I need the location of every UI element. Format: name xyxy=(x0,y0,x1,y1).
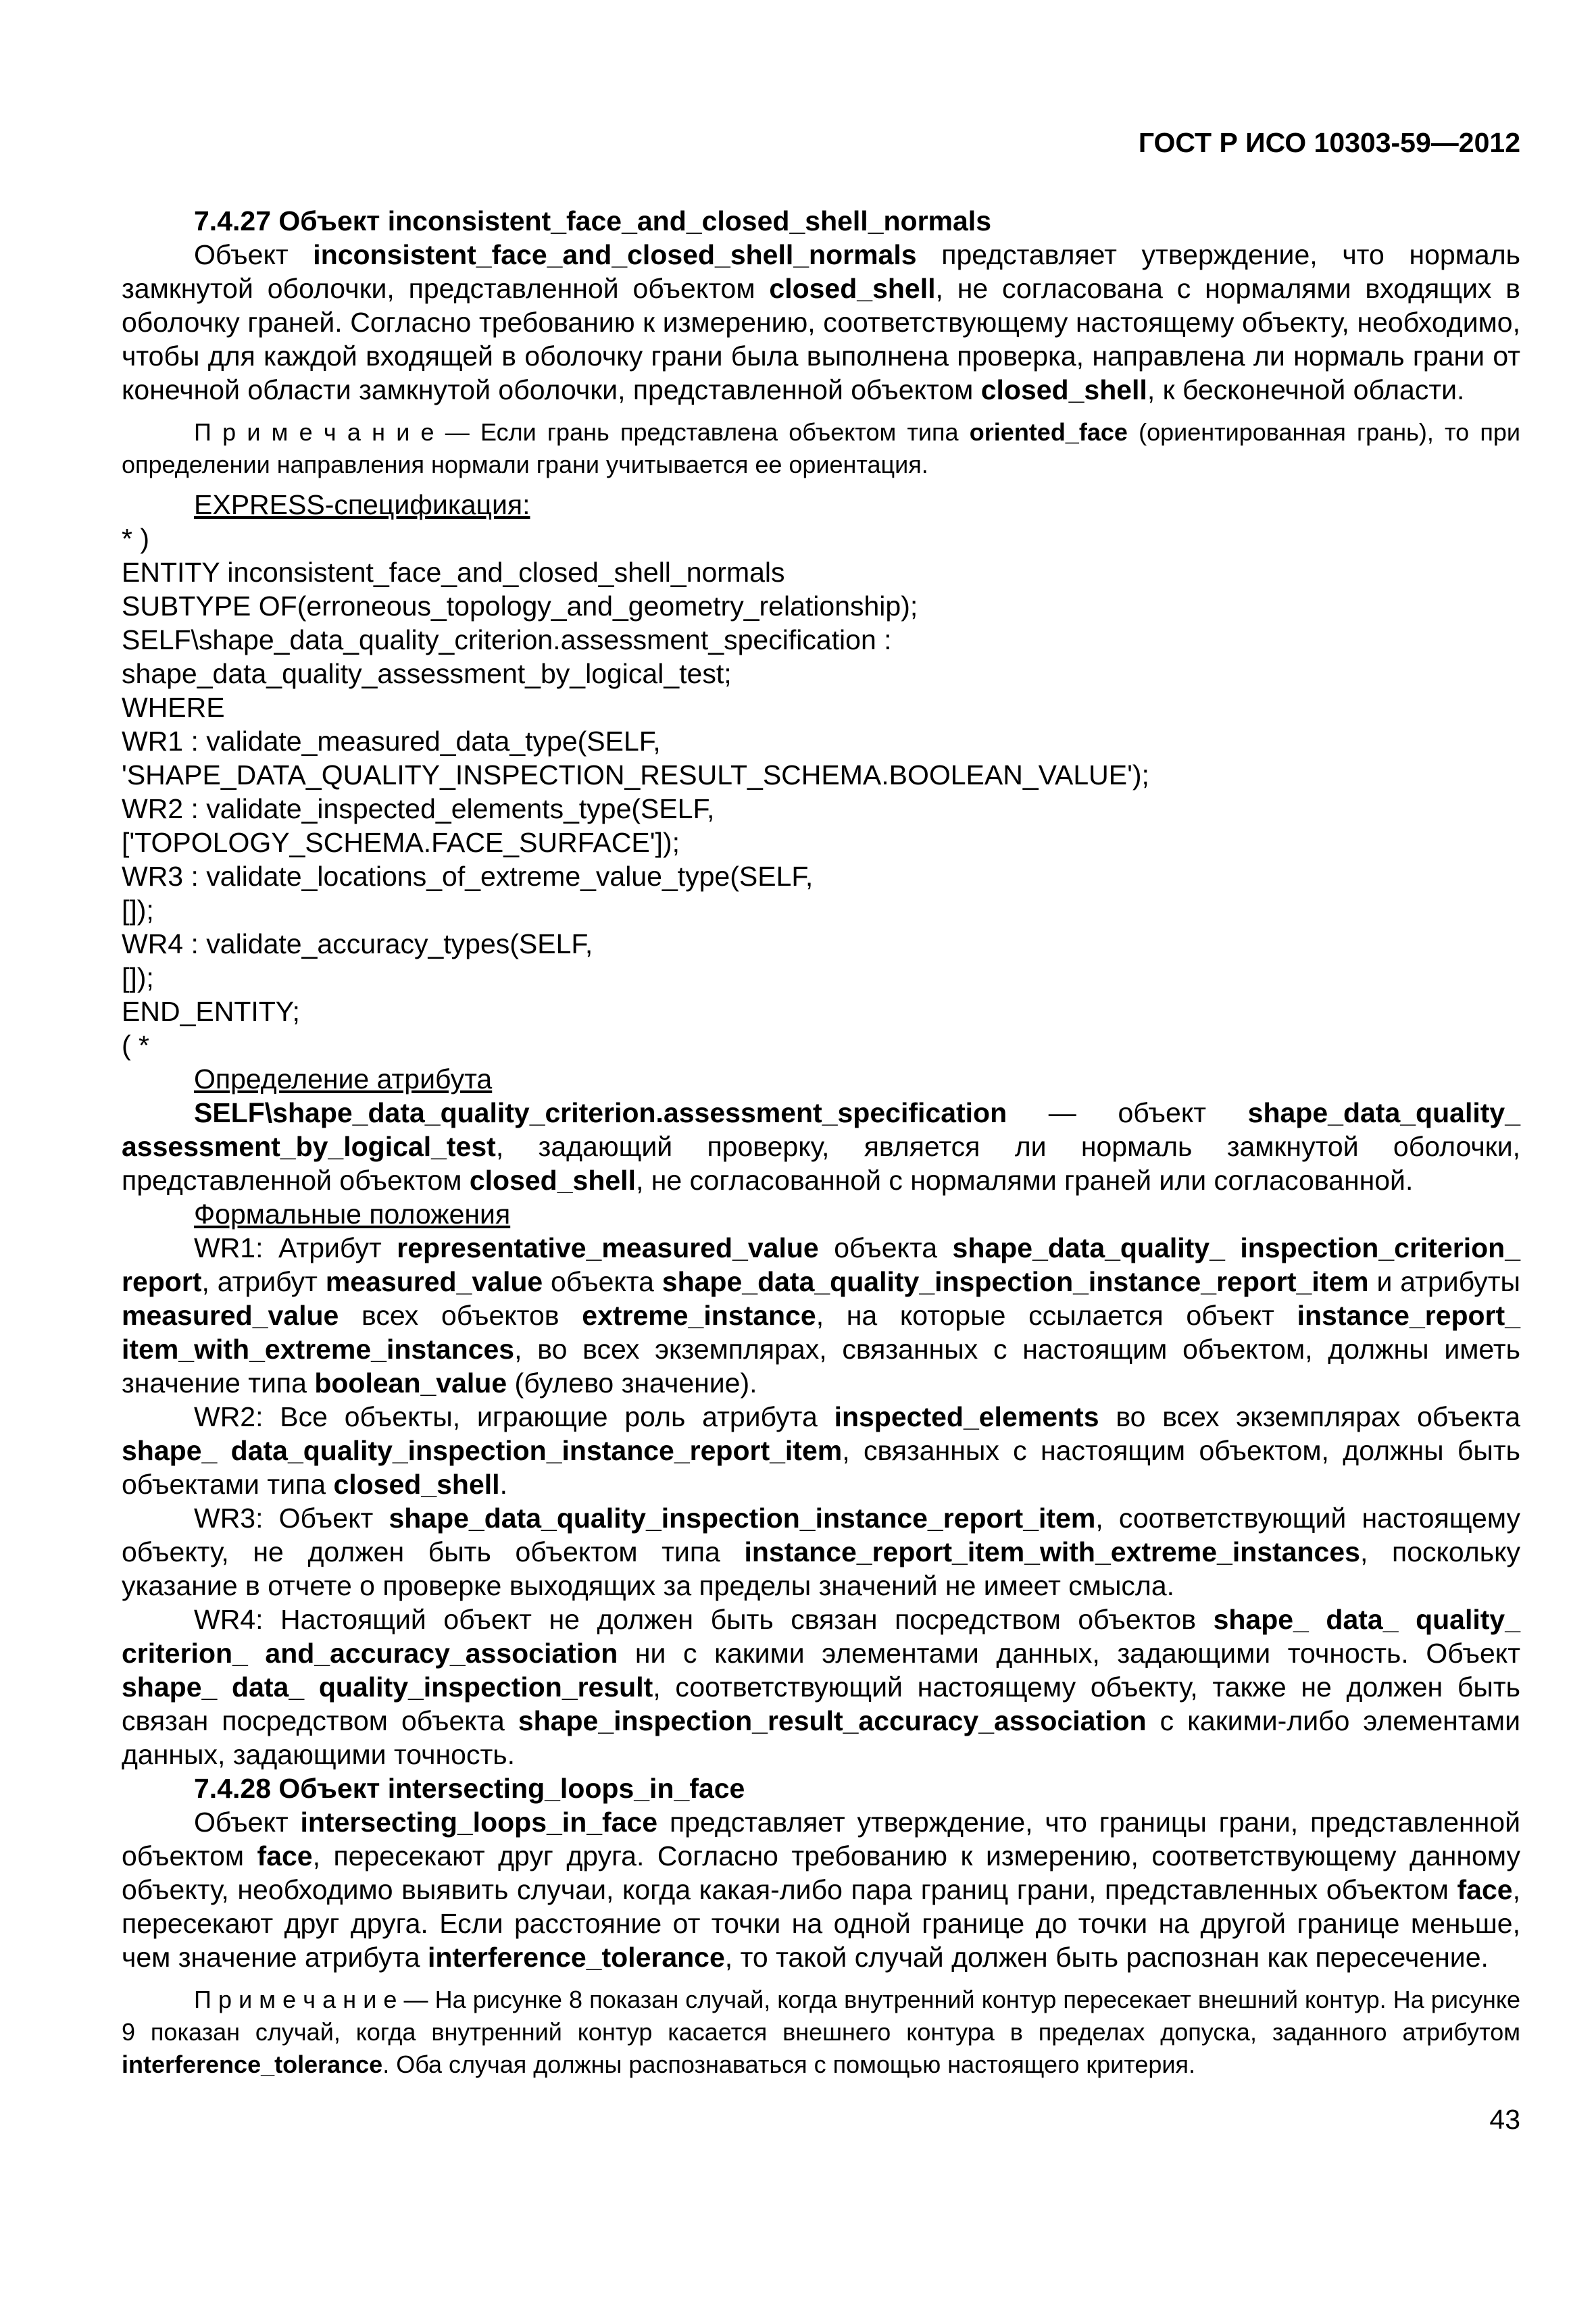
formal-provision-wr1: WR1: Атрибут representative_measured_value объекта shape_data_quality_ inspection_criterion_ report, атрибут measured_value объекта shape_data_quality_inspection_instance_report_item и атрибуты measured_value всех объектов extreme_instance, на которые ссылается объект instance_report_ item_with_extreme_instances, во всех экземплярах, связанных с настоящим объектом, должны иметь значение типа boolean_value (булево значение). xyxy=(122,1232,1521,1399)
express-code-line: ENTITY inconsistent_face_and_closed_shell_normals xyxy=(122,557,785,588)
express-code-line: ( * xyxy=(122,1030,149,1061)
express-spec-heading: EXPRESS-спецификация: xyxy=(194,489,530,520)
express-code-line: 'SHAPE_DATA_QUALITY_INSPECTION_RESULT_SCHEMA.BOOLEAN_VALUE'); xyxy=(122,759,1149,790)
page-header-standard-ref: ГОСТ Р ИСО 10303-59—2012 xyxy=(1138,127,1520,158)
section-7-4-27-intro-paragraph: Объект inconsistent_face_and_closed_shell_normals представляет утверждение, что нормаль замкнутой оболочки, представленной объектом closed_shell, не согласована с нормалями входящих в оболочку граней. Согласно требованию к измерению, соответствующему настоящему объекту, необходимо, чтобы для каждой входящей в оболочку грани была выполнена проверка, направлена ли нормаль грани от конечной области замкнутой оболочки, представленной объектом closed_shell, к бесконечной области. xyxy=(122,239,1520,405)
formal-provision-wr4: WR4: Настоящий объект не должен быть связан посредством объектов shape_ data_ quality_ criterion_ and_accuracy_association ни с какими элементами данных, задающими точность. Объект shape_ data_ quality_inspection_result, соответствующий настоящему объекту, также не должен быть связан посредством объекта shape_inspection_result_accuracy_association с какими-либо элементами данных, задающими точность. xyxy=(122,1604,1520,1770)
express-code-line: WHERE xyxy=(122,692,225,723)
attribute-definition-heading: Определение атрибута xyxy=(194,1063,493,1095)
express-code-line: WR1 : validate_measured_data_type(SELF, xyxy=(122,726,661,757)
section-heading-7-4-28: 7.4.28 Объект intersecting_loops_in_face xyxy=(194,1773,745,1804)
formal-provision-wr3: WR3: Объект shape_data_quality_inspection_instance_report_item, соответствующий настоящему объекту, не должен быть объектом типа instance_report_item_with_extreme_instances, поскольку указание в отчете о проверке выходящих за пределы значений не имеет смысла. xyxy=(122,1503,1520,1601)
express-code-line: WR3 : validate_locations_of_extreme_value_type(SELF, xyxy=(122,861,814,892)
formal-provision-wr2: WR2: Все объекты, играющие роль атрибута inspected_elements во всех экземплярах объекта shape_ data_quality_inspection_instance_report_item, связанных с настоящим объектом, должны быть объектами типа closed_shell. xyxy=(122,1401,1521,1500)
express-code-line: shape_data_quality_assessment_by_logical_test; xyxy=(122,658,732,689)
express-code-line: SELF\shape_data_quality_criterion.assessment_specification : xyxy=(122,624,892,655)
formal-provisions-heading: Формальные положения xyxy=(194,1199,511,1230)
express-code-line: WR2 : validate_inspected_elements_type(SELF, xyxy=(122,793,715,824)
section-7-4-28-intro-paragraph: Объект intersecting_loops_in_face представляет утверждение, что границы грани, представленной объектом face, пересекают друг друга. Согласно требованию к измерению, соответствующему данному объекту, необходимо выявить случаи, когда какая-либо пара границ грани, представленных объектом face, пересекают друг друга. Если расстояние от точки на одной границе до точки на другой границе меньше, чем значение атрибута interference_tolerance, то такой случай должен быть распознан как пересечение. xyxy=(122,1807,1521,1973)
attribute-definition-paragraph: SELF\shape_data_quality_criterion.assessment_specification — объект shape_data_quality_ assessment_by_logical_test, задающий проверку, является ли нормаль замкнутой оболочки, представленной объектом closed_shell, не согласованной с нормалями граней или согласованной. xyxy=(122,1097,1520,1196)
section-7-4-27-note: П р и м е ч а н и е — Если грань представлена объектом типа oriented_face (ориентированная грань), то при определении направления нормали грани учитывается ее ориентация. xyxy=(122,418,1521,478)
express-code-block xyxy=(122,522,1520,1062)
express-code-line: * ) xyxy=(122,523,149,554)
section-heading-7-4-27: 7.4.27 Объект inconsistent_face_and_closed_shell_normals xyxy=(194,205,991,236)
page-number: 43 xyxy=(1489,2104,1520,2135)
page-content xyxy=(122,204,1520,2088)
express-code-line: ['TOPOLOGY_SCHEMA.FACE_SURFACE']); xyxy=(122,827,680,858)
express-code-line: SUBTYPE OF(erroneous_topology_and_geometry_relationship); xyxy=(122,590,918,622)
express-code-line: WR4 : validate_accuracy_types(SELF, xyxy=(122,928,593,959)
express-code-line: []); xyxy=(122,962,154,993)
express-code-line: END_ENTITY; xyxy=(122,996,300,1027)
express-code-line: []); xyxy=(122,895,154,926)
section-7-4-28-note: П р и м е ч а н и е — На рисунке 8 показан случай, когда внутренний контур пересекает внешний контур. На рисунке 9 показан случай, когда внутренний контур касается внешнего контура в пределах допуска, заданного атрибутом interference_tolerance. Оба случая должны распознаваться с помощью настоящего критерия. xyxy=(122,1986,1520,2078)
